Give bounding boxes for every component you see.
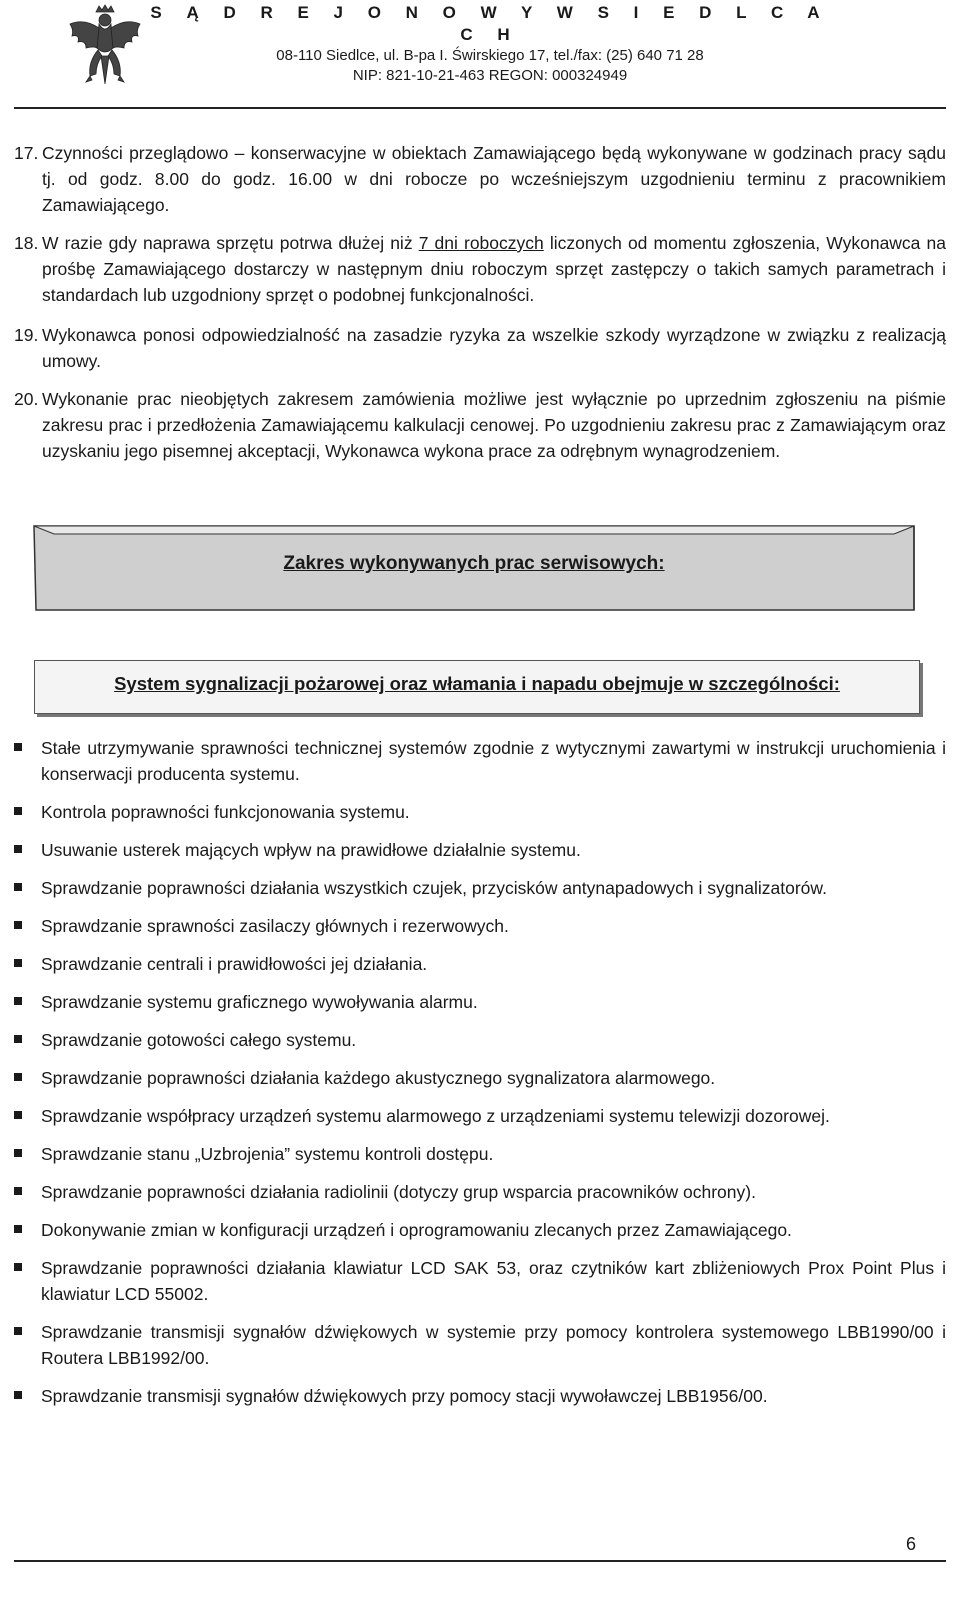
item-text: Wykonawca ponosi odpowiedzialność na zasadzie ryzyka za wszelkie szkody wyrządzone w związku z realizacją umowy. [42,325,946,371]
bullet-text: Usuwanie usterek mających wpływ na prawidłowe działalnie systemu. [41,840,581,860]
bullet-icon [14,837,41,863]
list-item [14,989,946,1015]
bullet-text: Sprawdzanie poprawności działania każdego akustycznego sygnalizatora alarmowego. [41,1068,716,1088]
item-number: 17. [14,143,39,163]
bullet-text: Sprawdzanie stanu „Uzbrojenia” systemu kontroli dostępu. [41,1144,494,1164]
bullet-icon [14,875,41,901]
list-item-18 [14,230,946,308]
section-box [34,660,920,714]
item-text-underlined: 7 dni roboczych [418,233,544,253]
list-item [14,1141,946,1167]
court-address: 08-110 Siedlce, ul. B-pa I. Świrskiego 17, tel./fax: (25) 640 71 28 [276,47,704,64]
item-text [42,230,946,308]
bullet-text: Kontrola poprawności funkcjonowania systemu. [41,802,410,822]
bullet-text: Sprawdzanie sprawności zasilaczy głównych i rezerwowych. [41,916,509,936]
bullet-icon [14,1319,41,1371]
bullet-text: Sprawdzanie transmisji sygnałów dźwiękowych przy pomocy stacji wywoławczej LBB1956/00. [41,1386,768,1406]
item-number: 18. [14,233,39,253]
list-item [14,735,946,787]
bullet-icon [14,1255,41,1307]
item-number: 19. [14,325,39,345]
bullet-icon [14,951,41,977]
banner-title: Zakres wykonywanych prac serwisowych: [283,553,665,574]
bullet-text: Sprawdzanie poprawności działania radiolinii (dotyczy grup wsparcia pracowników ochrony). [41,1182,756,1202]
list-item-17 [14,140,946,218]
bullet-icon [14,1383,41,1409]
bullet-text: Sprawdzanie poprawności działania klawiatur LCD SAK 53, oraz czytników kart zbliżeniowych Prox Point Plus i klawiatur LCD 55002. [41,1258,946,1304]
list-item [14,1319,946,1371]
numbered-list-19 [14,322,946,374]
numbered-list-20 [14,386,946,464]
item-text-part: W razie gdy naprawa sprzętu potrwa dłużej niż [42,233,419,253]
bullet-text: Sprawdzanie współpracy urządzeń systemu alarmowego z urządzeniami systemu telewizji dozorowej. [41,1106,830,1126]
list-item [14,1103,946,1129]
bullet-text: Sprawdzanie centrali i prawidłowości jej działania. [41,954,428,974]
bullet-text: Sprawdzanie gotowości całego systemu. [41,1030,357,1050]
list-item [14,1255,946,1307]
list-item [14,837,946,863]
numbered-list-18 [14,230,946,308]
bullet-icon [14,1179,41,1205]
bullet-text: Sprawdzanie systemu graficznego wywoływania alarmu. [41,992,478,1012]
list-item [14,951,946,977]
item-text: Wykonanie prac nieobjętych zakresem zamówienia możliwe jest wyłącznie po uprzednim zgłoszeniu na piśmie zakresu prac i przedłożenia Zamawiającemu kalkulacji cenowej. Po uzgodnieniu zakresu prac z Zamawiającym oraz uzyskaniu jego pisemnej akceptacji, Wykonawca wykona prace za odrębnym wynagrodzeniem. [42,389,946,461]
header-divider [14,107,946,109]
bullet-icon [14,1065,41,1091]
list-item-20 [14,386,946,464]
bullet-list [14,735,946,1421]
bullet-text: Sprawdzanie transmisji sygnałów dźwiękowych w systemie przy pomocy kontrolera systemowego LBB1990/00 i Routera LBB1992/00. [41,1322,946,1368]
bullet-text: Sprawdzanie poprawności działania wszystkich czujek, przycisków antynapadowych i sygnalizatorów. [41,878,827,898]
bullet-icon [14,989,41,1015]
bullet-text: Stałe utrzymywanie sprawności technicznej systemów zgodnie z wytycznymi zawartymi w instrukcji uruchomienia i konserwacji producenta systemu. [41,738,946,784]
list-item-19 [14,322,946,374]
list-item [14,1179,946,1205]
letterhead-text [150,2,830,86]
list-item [14,1027,946,1053]
numbered-list [14,140,946,218]
list-item [14,913,946,939]
list-item [14,799,946,825]
list-item [14,1383,946,1409]
item-number: 20. [14,389,39,409]
bullet-icon [14,913,41,939]
court-ids: NIP: 821-10-21-463 REGON: 000324949 [352,67,628,84]
bullet-icon [14,1217,41,1243]
list-item [14,875,946,901]
bullet-icon [14,1027,41,1053]
bullet-icon [14,799,41,825]
bullet-icon [14,735,41,787]
bullet-icon [14,1141,41,1167]
item-text: Czynności przeglądowo – konserwacyjne w obiektach Zamawiającego będą wykonywane w godzinach pracy sądu tj. od godz. 8.00 do godz. 16.00 w dni robocze po wcześniejszym uzgodnieniu terminu z pracownikiem Zamawiającego. [42,143,946,215]
list-item [14,1065,946,1091]
court-name: S Ą D R E J O N O W Y W S I E D L C A C H [150,3,830,44]
bullet-text: Dokonywanie zmian w konfiguracji urządzeń i oprogramowaniu zlecanych przez Zamawiającego. [41,1220,792,1240]
item-text-part: liczonych od momentu zgłoszenia, Wykonawca na prośbę Zamawiającego dostarczy w następnym dniu roboczym sprzęt zastępczy o takich samych parametrach i standardach lub uzgodniony sprzęt o podobnej funkcjonalności. [42,233,946,305]
eagle-emblem-icon [66,4,144,88]
list-item [14,1217,946,1243]
bullet-icon [14,1103,41,1129]
letterhead [0,0,960,112]
page-number: 6 [905,1534,916,1554]
section-title: System sygnalizacji pożarowej oraz włamania i napadu obejmuje w szczególności: [114,673,840,694]
footer-divider [14,1560,946,1562]
